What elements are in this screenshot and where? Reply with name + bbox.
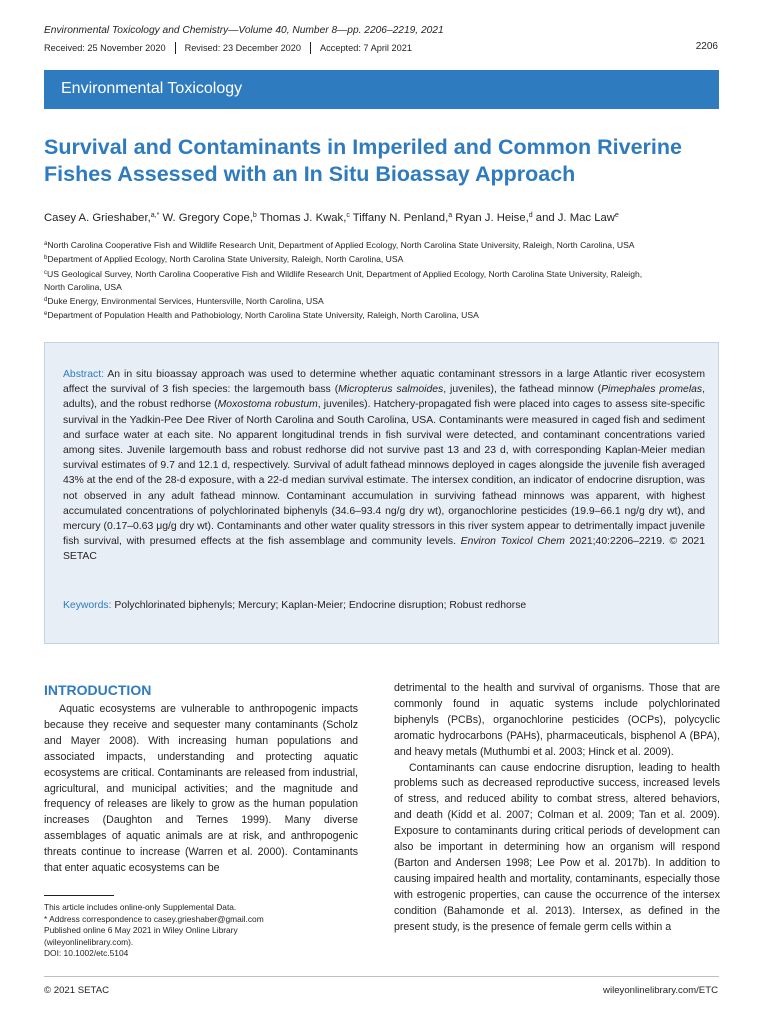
abstract-box (44, 342, 719, 644)
affiliation-text: Department of Applied Ecology, North Carolina State University, Raleigh, North Carolina, USA (47, 254, 404, 265)
affiliation (44, 252, 724, 266)
keywords-label: Keywords: (63, 600, 112, 611)
footnotes (44, 902, 364, 960)
affiliation-text: Duke Energy, Environmental Services, Huntersville, North Carolina, USA (47, 296, 324, 307)
body-paragraph: detrimental to the health and survival of organisms. Those that are commonly found in aquatic systems include polychlorinated biphenyls (PCBs), organochlorine pesticides (OCPs), polycyclic aromatic hydrocarbons (PAHs), pharmaceuticals, bisphenol A (BPA), and heavy metals (Muthumbi et al. 2003; Hinck et al. 2009). (394, 682, 720, 758)
abstract-segment: , juveniles). Hatchery-propagated fish were placed into cages to assess site-specific survival in the Yadkin-Pee Dee River of North Carolina and South Carolina, USA. Contaminants were measured in caged fish and sediment and surface water at each site. No apparent longitudinal trends in fish survival were detected, and contaminant concentrations varied among sites. Juvenile largemouth bass and robust redhorse did not survive past 13 and 23 d, with corresponding Kaplan-Meier median survival estimates of 9.7 and 12.1 d, respectively. Survival of adult fathead minnows deployed in cages alongside the juvenile fish averaged 43% at the end of the 28-d exposure, with a 22-d median survival estimate. The intersex condition, an indicator of endocrine disruption, was not observed in any adult fathead minnow. Contaminant accumulation in surviving fathead minnows was apparent, with highest accumulated concentrations of polychlorinated biphenyls (34.6–93.4 ng/g dry wt), organochlorine pesticides (19.9–66.1 ng/g dry wt), and mercury (0.17–0.63 μg/g dry wt). Contaminants and other water quality stressors in this river system appear to detrimentally impact juvenile fish survival, with presumed effects at the fish assemblage and community levels. (63, 399, 705, 548)
author-affiliation-marker: c (346, 212, 350, 219)
body-paragraph: Contaminants can cause endocrine disruption, leading to health problems such as decreased reproductive success, increased levels of stress, and reduced ability to combat stress, altered behaviors, and death (Kidd et al. 2007; Colman et al. 2009; Tan et al. 2009). Exposure to contaminants during critical periods of development can also be important in determining how an organism will respond (Barton and Andersen 1998; Lee Pow et al. 2017b). In addition to causing impaired health and mortality, contaminants, especially those with estrogenic properties, can cause the occurrence of the intersex condition (Bahamonde et al. 2013). Intersex, as defined in the present study, is the presence of female germ cells within a (394, 761, 720, 933)
journal-citation: Environmental Toxicology and Chemistry—Volume 40, Number 8—pp. 2206–2219, 2021 (44, 25, 444, 36)
author-affiliation-marker: e (614, 212, 619, 219)
affiliation-continuation: North Carolina, USA (44, 281, 122, 292)
species-name: Moxostoma robustum (217, 399, 318, 411)
accepted-date: Accepted: 7 April 2021 (320, 43, 412, 53)
author-name: W. Gregory Cope, (159, 212, 253, 224)
author-affiliation-marker: d (528, 212, 533, 219)
copyright: © 2021 SETAC (44, 985, 110, 996)
keywords (63, 600, 526, 611)
affiliation-marker: b (44, 255, 48, 262)
title-line: Survival and Contaminants in Imperiled and Common Riverine (44, 135, 682, 159)
footnote: DOI: 10.1002/etc.5104 (44, 948, 129, 959)
author-name: Casey A. Grieshaber, (44, 212, 151, 224)
author-name: Thomas J. Kwak, (256, 212, 347, 224)
article-dates (44, 42, 412, 54)
author-affiliation-marker: b (252, 212, 257, 219)
footnote: (wileyonlinelibrary.com). (44, 936, 134, 947)
affiliations (44, 238, 724, 323)
footnote-divider (44, 895, 114, 896)
abstract-segment: , juveniles), the fathead minnow ( (443, 384, 602, 396)
abstract-segment: , adults), and the robust redhorse ( (63, 384, 705, 411)
author-affiliation-marker: a (448, 212, 453, 219)
affiliation-text: North Carolina Cooperative Fish and Wildlife Research Unit, Department of Applied Ecology, North Carolina State University, Raleigh, North Carolina, USA (47, 240, 635, 250)
citation-details: 2021;40:2206–2219. © 2021 SETAC (63, 536, 705, 563)
keywords-text: Polychlorinated biphenyls; Mercury; Kaplan-Meier; Endocrine disruption; Robust redhorse (111, 600, 527, 611)
abstract-segment: An in situ bioassay approach was used to determine whether aquatic contaminant stressors in a large Atlantic river ecosystem affect the survival of 3 fish species: the largemouth bass ( (63, 369, 705, 396)
received-date: Received: 25 November 2020 (44, 43, 166, 53)
footer-divider (44, 976, 719, 977)
affiliation-marker: d (44, 297, 48, 304)
section-banner (44, 70, 719, 109)
footnote: This article includes online-only Supplemental Data. (44, 902, 237, 912)
article-title (44, 134, 734, 188)
affiliation-marker: a (44, 241, 48, 247)
species-name: Pimephales promelas (601, 384, 703, 396)
date-separator (175, 42, 176, 54)
affiliation (44, 294, 724, 308)
body-column-left (44, 702, 358, 877)
journal-url: wileyonlinelibrary.com/ETC (603, 985, 718, 996)
date-separator (310, 42, 311, 54)
page-number: 2206 (695, 41, 718, 52)
body-paragraph: Aquatic ecosystems are vulnerable to anthropogenic impacts because they receive and sequester many contaminants (Scholz and Mayer 2008). With increasing human populations and associated impacts, understanding and protecting aquatic ecosystems are critical. Contaminants are released from industrial, agricultural, and municipal activities; and the magnitude and frequency of releases are likely to grow as the human population increases (Daughton and Ternes 1999). Many diverse assemblages of aquatic animals are at risk, and anthropogenic threats continue to increase (Warren et al. 2000). Contaminants that enter aquatic ecosystems can be (44, 703, 358, 875)
citation-journal: Environ Toxicol Chem (460, 536, 565, 548)
author-list (44, 212, 619, 224)
abstract-label: Abstract: (63, 369, 104, 380)
footnote: Published online 6 May 2021 in Wiley Online Library (44, 925, 238, 936)
author-name: Tiffany N. Penland, (349, 212, 449, 224)
affiliation (44, 308, 724, 322)
section-name: Environmental Toxicology (61, 80, 243, 97)
body-column-right (394, 681, 720, 936)
affiliation (44, 267, 724, 281)
affiliation (44, 238, 724, 252)
species-name: Micropterus salmoides (338, 384, 444, 396)
author-affiliation-marker: a,* (150, 212, 160, 219)
title-line: Fishes Assessed with an In Situ Bioassay Approach (44, 162, 576, 186)
author-name: and J. Mac Law (532, 212, 615, 224)
revised-date: Revised: 23 December 2020 (184, 43, 302, 53)
section-heading: INTRODUCTION (44, 682, 152, 698)
affiliation-text: US Geological Survey, North Carolina Cooperative Fish and Wildlife Research Unit, Department of Applied Ecology, North Carolina State University, Raleigh, (47, 268, 643, 279)
affiliation-marker: e (44, 311, 48, 318)
abstract-text (63, 367, 705, 565)
affiliation-marker: c (44, 269, 47, 276)
affiliation-text: Department of Population Health and Pathobiology, North Carolina State University, Raleigh, North Carolina, USA (47, 310, 479, 321)
author-name: Ryan J. Heise, (452, 212, 529, 224)
footnote: * Address correspondence to casey.grieshaber@gmail.com (44, 913, 264, 924)
